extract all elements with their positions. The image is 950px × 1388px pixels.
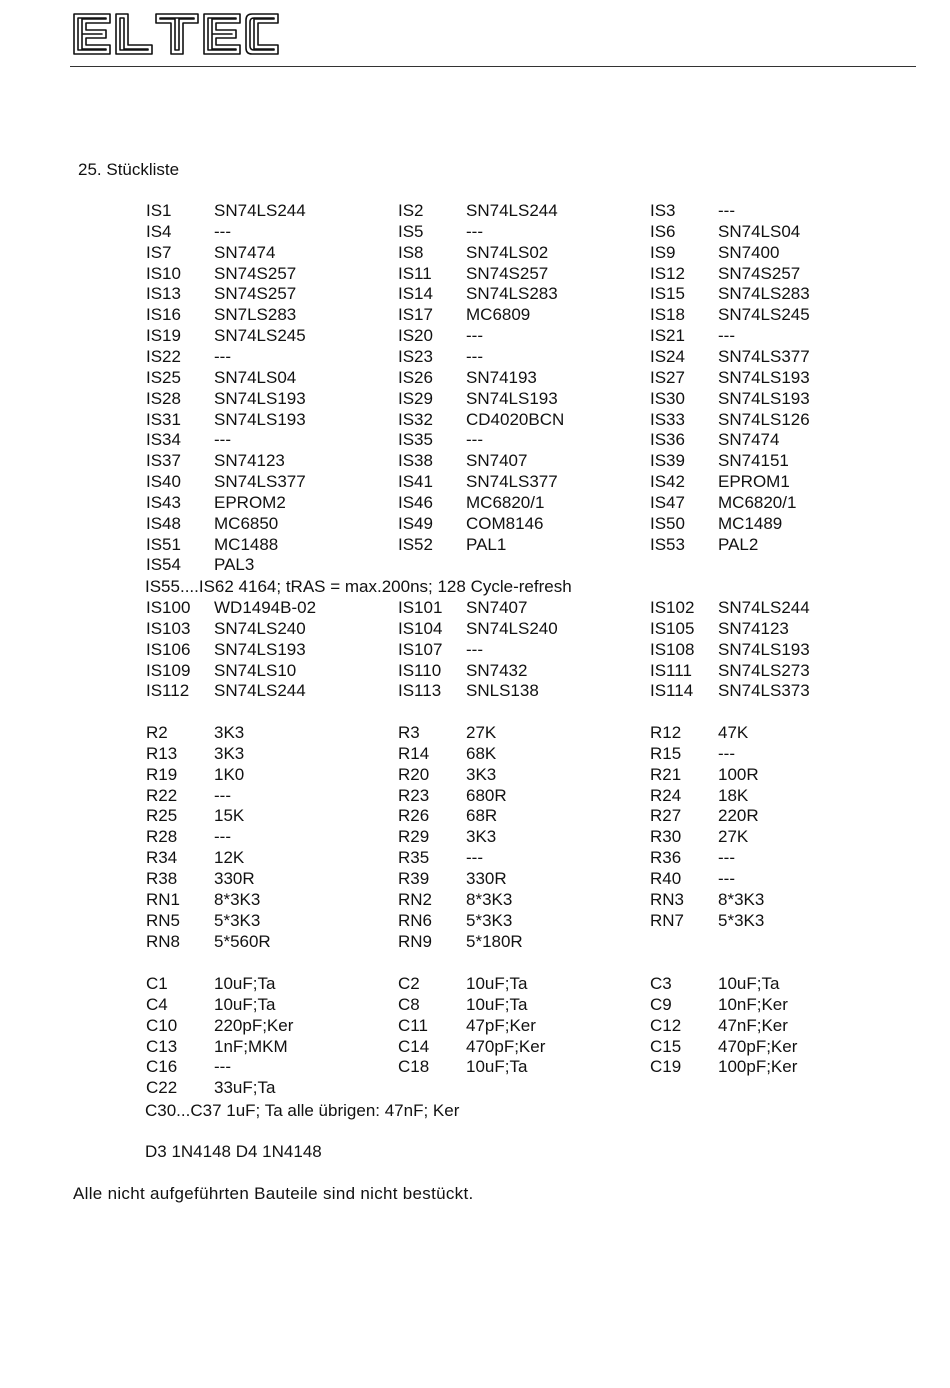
ic-value: SN7400	[718, 242, 780, 262]
ic-designator: IS32	[398, 409, 433, 429]
ic-row	[0, 283, 950, 304]
ic-row	[0, 221, 950, 242]
ic-value: SN74LS193	[718, 367, 810, 387]
ic-value: SN74LS126	[718, 409, 810, 429]
resistor-value: 680R	[466, 785, 507, 805]
resistor-value: 3K3	[466, 764, 497, 784]
ic-value: SN74LS244	[466, 201, 558, 220]
ic-value: COM8146	[466, 513, 544, 533]
diode-line: D3 1N4148 D4 1N4148	[145, 1142, 322, 1161]
ic-designator: IS114	[650, 681, 694, 701]
resistor-designator: R2	[146, 723, 168, 742]
capacitor-designator: C16	[146, 1057, 178, 1077]
ic-value: SN7LS283	[214, 305, 297, 325]
resistor-designator: R34	[146, 848, 178, 868]
ic-row	[0, 618, 950, 639]
capacitor-designator: C1	[146, 974, 168, 993]
resistor-designator: RN5	[146, 910, 181, 930]
ic-designator: IS39	[650, 451, 685, 471]
resistor-value: 330R	[466, 868, 507, 888]
resistor-value: 3K3	[214, 743, 245, 763]
ic-designator: IS17	[398, 305, 433, 325]
ic-value: CD4020BCN	[466, 409, 565, 429]
ic-row	[0, 534, 950, 555]
resistor-value: 47K	[718, 723, 749, 742]
resistor-value: ---	[718, 743, 735, 763]
ic-designator: IS102	[650, 598, 695, 617]
ic-value: ---	[466, 346, 483, 366]
ic-value: SN74LS10	[214, 660, 297, 680]
ic-designator: IS30	[650, 388, 685, 408]
ic-designator: IS33	[650, 409, 685, 429]
ic-value: ---	[466, 326, 483, 346]
ic-designator: IS23	[398, 346, 433, 366]
ic-designator: IS8	[398, 242, 424, 262]
ic-value: SN74LS377	[718, 346, 810, 366]
ic-designator: IS37	[146, 451, 181, 471]
resistor-designator: R28	[146, 827, 178, 847]
ic-designator: IS19	[146, 326, 181, 346]
capacitor-designator: C2	[398, 974, 420, 993]
resistor-value: 3K3	[466, 827, 497, 847]
resistor-designator: R22	[146, 785, 178, 805]
ic-value: SN74LS283	[718, 284, 810, 304]
resistor-designator: R15	[650, 743, 682, 763]
ic-designator: IS3	[650, 201, 676, 220]
ic-note: IS55....IS62 4164; tRAS = max.200ns; 128 Cycle-refresh	[145, 577, 572, 596]
ic-designator: IS52	[398, 534, 433, 554]
capacitor-value: 33uF;Ta	[214, 1078, 276, 1098]
resistor-designator: R27	[650, 806, 682, 826]
resistor-designator: R12	[650, 723, 682, 742]
ic-row	[0, 346, 950, 367]
resistor-designator: R36	[650, 848, 682, 868]
ic-designator: IS18	[650, 305, 685, 325]
ic-designator: IS103	[146, 618, 191, 638]
ic-designator: IS54	[146, 555, 181, 575]
ic-value: SN7474	[214, 242, 276, 262]
ic-value: SN7474	[718, 430, 780, 450]
capacitor-row	[0, 1015, 950, 1036]
capacitor-designator: C11	[398, 1015, 428, 1035]
ic-row	[0, 471, 950, 492]
resistor-designator: RN9	[398, 931, 433, 951]
ic-designator: IS38	[398, 451, 433, 471]
ic-designator: IS28	[146, 388, 181, 408]
capacitor-value: 10nF;Ker	[718, 994, 788, 1014]
capacitor-designator: C15	[650, 1036, 682, 1056]
ic-designator: IS6	[650, 221, 676, 241]
resistor-value: ---	[718, 848, 735, 868]
resistor-designator: R39	[398, 868, 430, 888]
ic-value: SN7407	[466, 598, 528, 617]
ic-value: SN7432	[466, 660, 528, 680]
ic-value: SN74LS193	[214, 409, 306, 429]
resistor-designator: RN1	[146, 889, 181, 909]
resistor-value: 330R	[214, 868, 255, 888]
capacitor-value: 10uF;Ta	[214, 974, 276, 993]
ic-designator: IS51	[146, 534, 181, 554]
ic-designator: IS108	[650, 639, 695, 659]
ic-designator: IS53	[650, 534, 685, 554]
ic-row	[0, 513, 950, 534]
resistor-row	[0, 847, 950, 868]
ic-value: SN74S257	[718, 263, 801, 283]
ic-designator: IS105	[650, 618, 695, 638]
resistor-designator: R24	[650, 785, 682, 805]
section-heading: 25. Stückliste	[78, 160, 180, 179]
ic-value: ---	[214, 221, 231, 241]
resistor-designator: R20	[398, 764, 430, 784]
ic-value: ---	[466, 639, 483, 659]
ic-designator: IS11	[398, 263, 432, 283]
ic-value: MC6820/1	[466, 492, 545, 512]
ic-value: EPROM2	[214, 492, 286, 512]
resistor-row	[0, 764, 950, 785]
ic-value: SN74123	[718, 618, 789, 638]
resistor-designator: R3	[398, 723, 420, 742]
capacitor-value: 10uF;Ta	[466, 1057, 528, 1077]
resistor-value: 18K	[718, 785, 749, 805]
ic-row	[0, 263, 950, 284]
resistor-value: 5*3K3	[214, 910, 261, 930]
resistor-row	[0, 931, 950, 952]
resistor-value: ---	[466, 848, 483, 868]
resistor-row	[0, 722, 950, 743]
ic-designator: IS111	[650, 660, 692, 680]
resistor-value: 5*180R	[466, 931, 523, 951]
ic-row	[0, 597, 950, 618]
ic-designator: IS100	[146, 598, 191, 617]
resistor-value: 27K	[466, 723, 497, 742]
ic-row	[0, 367, 950, 388]
ic-value: ---	[214, 430, 231, 450]
resistor-value: ---	[214, 785, 231, 805]
capacitor-designator: C9	[650, 994, 672, 1014]
resistor-value: 3K3	[214, 723, 245, 742]
resistor-designator: R30	[650, 827, 682, 847]
resistor-designator: R25	[146, 806, 178, 826]
ic-value: SN74LS273	[718, 660, 810, 680]
ic-value: SN74LS04	[214, 367, 297, 387]
ic-value: MC1488	[214, 534, 279, 554]
ic-value: SN74LS193	[718, 388, 810, 408]
ic-row	[0, 409, 950, 430]
capacitor-value: 1nF;MKM	[214, 1036, 288, 1056]
ic-designator: IS47	[650, 492, 685, 512]
ic-designator: IS9	[650, 242, 676, 262]
resistor-row	[0, 910, 950, 931]
capacitor-designator: C13	[146, 1036, 178, 1056]
capacitor-value: 10uF;Ta	[214, 994, 276, 1014]
capacitor-value: 10uF;Ta	[466, 974, 528, 993]
ic-designator: IS35	[398, 430, 433, 450]
ic-value: PAL2	[718, 534, 759, 554]
capacitor-value: 10uF;Ta	[466, 994, 528, 1014]
ic-value: ---	[718, 326, 735, 346]
ic-designator: IS29	[398, 388, 433, 408]
ic-value: SN74LS240	[214, 618, 306, 638]
ic-value: SN74LS193	[214, 639, 306, 659]
capacitor-designator: C12	[650, 1015, 682, 1035]
ic-value: MC6850	[214, 513, 279, 533]
ic-row	[0, 429, 950, 450]
resistor-designator: RN6	[398, 910, 433, 930]
capacitor-designator: C8	[398, 994, 420, 1014]
ic-value: SN74151	[718, 451, 789, 471]
ic-value: PAL1	[466, 534, 507, 554]
ic-value: SN74LS245	[718, 305, 810, 325]
ic-designator: IS10	[146, 263, 181, 283]
ic-value: SN7407	[466, 451, 528, 471]
capacitor-row	[0, 994, 950, 1015]
ic-designator: IS31	[146, 409, 181, 429]
resistor-value: 100R	[718, 764, 759, 784]
ic-designator: IS24	[650, 346, 685, 366]
ic-row	[0, 639, 950, 660]
ic-designator: IS48	[146, 513, 181, 533]
ic-value: SN74LS245	[214, 326, 306, 346]
resistor-row	[0, 743, 950, 764]
ic-value: SNLS138	[466, 681, 539, 701]
ic-designator: IS7	[146, 242, 172, 262]
ic-designator: IS50	[650, 513, 685, 533]
ic-row	[0, 450, 950, 471]
resistor-designator: R38	[146, 868, 178, 888]
ic-designator: IS106	[146, 639, 191, 659]
resistor-designator: RN2	[398, 889, 433, 909]
ic-row	[0, 492, 950, 513]
capacitor-designator: C19	[650, 1057, 682, 1077]
ic-designator: IS14	[398, 284, 433, 304]
capacitor-row	[0, 1036, 950, 1057]
resistor-designator: R40	[650, 868, 682, 888]
ic-designator: IS104	[398, 618, 443, 638]
ic-value: WD1494B-02	[214, 598, 317, 617]
ic-value: SN74LS193	[718, 639, 810, 659]
capacitor-value: ---	[214, 1057, 231, 1077]
ic-value: SN74LS373	[718, 681, 810, 701]
resistor-designator: R29	[398, 827, 430, 847]
ic-designator: IS109	[146, 660, 191, 680]
ic-designator: IS46	[398, 492, 433, 512]
resistor-value: 8*3K3	[718, 889, 765, 909]
ic-value: SN74S257	[214, 263, 297, 283]
ic-designator: IS36	[650, 430, 685, 450]
resistor-value: 27K	[718, 827, 749, 847]
resistor-row	[0, 889, 950, 910]
resistor-value: 68R	[466, 806, 498, 826]
ic-value: MC6809	[466, 305, 531, 325]
resistor-designator: R19	[146, 764, 178, 784]
ic-designator: IS26	[398, 367, 433, 387]
ic-value: SN74LS244	[718, 598, 810, 617]
capacitor-designator: C10	[146, 1015, 178, 1035]
ic-designator: IS107	[398, 639, 443, 659]
resistor-value: 15K	[214, 806, 245, 826]
ic-designator: IS110	[398, 660, 442, 680]
capacitor-designator: C18	[398, 1057, 430, 1077]
ic-designator: IS15	[650, 284, 685, 304]
capacitor-value: 220pF;Ker	[214, 1015, 294, 1035]
resistor-value: 5*3K3	[718, 910, 765, 930]
ic-row	[0, 242, 950, 263]
ic-value: SN74193	[466, 367, 537, 387]
capacitor-row	[0, 1056, 950, 1077]
capacitor-designator: C3	[650, 974, 672, 993]
ic-value: MC6820/1	[718, 492, 797, 512]
resistor-value: 1K0	[214, 764, 245, 784]
resistor-designator: R21	[650, 764, 682, 784]
resistor-value: 220R	[718, 806, 759, 826]
capacitor-row	[0, 1077, 950, 1098]
resistor-designator: R13	[146, 743, 178, 763]
ic-value: ---	[466, 430, 483, 450]
resistor-row	[0, 785, 950, 806]
capacitor-value: 47pF;Ker	[466, 1015, 536, 1035]
ic-row	[0, 554, 950, 575]
ic-value: ---	[718, 201, 735, 220]
resistor-value: ---	[718, 868, 735, 888]
ic-row	[0, 304, 950, 325]
resistor-designator: R26	[398, 806, 430, 826]
resistor-value: 5*3K3	[466, 910, 513, 930]
capacitor-value: 470pF;Ker	[718, 1036, 798, 1056]
ic-row	[0, 325, 950, 346]
ic-designator: IS112	[146, 681, 190, 701]
capacitor-value: 10uF;Ta	[718, 974, 780, 993]
resistor-value: 8*3K3	[466, 889, 513, 909]
ic-row	[0, 660, 950, 681]
resistor-row	[0, 805, 950, 826]
resistor-designator: R23	[398, 785, 430, 805]
ic-value: SN74LS244	[214, 201, 306, 220]
ic-designator: IS41	[398, 472, 433, 492]
ic-row	[0, 680, 950, 701]
ic-value: SN74LS193	[466, 388, 558, 408]
ic-value: SN74LS240	[466, 618, 558, 638]
capacitor-value: 47nF;Ker	[718, 1015, 788, 1035]
capacitor-note: C30...C37 1uF; Ta alle übrigen: 47nF; Ker	[145, 1101, 460, 1120]
resistor-designator: R14	[398, 743, 430, 763]
ic-value: ---	[214, 346, 231, 366]
eltec-logo	[70, 8, 282, 60]
resistor-designator: RN3	[650, 889, 685, 909]
ic-value: SN74LS04	[718, 221, 801, 241]
capacitor-row	[0, 973, 950, 994]
resistor-value: 12K	[214, 848, 245, 868]
ic-designator: IS13	[146, 284, 181, 304]
ic-row	[0, 388, 950, 409]
ic-value: SN74LS377	[214, 472, 306, 492]
resistor-value: 68K	[466, 743, 497, 763]
ic-designator: IS4	[146, 221, 172, 241]
ic-designator: IS21	[650, 326, 685, 346]
capacitor-designator: C4	[146, 994, 168, 1014]
ic-row	[0, 200, 950, 221]
ic-designator: IS12	[650, 263, 685, 283]
ic-designator: IS5	[398, 221, 424, 241]
capacitor-value: 100pF;Ker	[718, 1057, 798, 1077]
ic-value: SN74123	[214, 451, 285, 471]
resistor-value: 5*560R	[214, 931, 271, 951]
ic-value: SN74LS02	[466, 242, 549, 262]
ic-value: SN74LS244	[214, 681, 306, 701]
ic-value: EPROM1	[718, 472, 790, 492]
ic-value: SN74S257	[214, 284, 297, 304]
ic-designator: IS43	[146, 492, 181, 512]
ic-designator: IS49	[398, 513, 433, 533]
ic-designator: IS27	[650, 367, 685, 387]
ic-designator: IS16	[146, 305, 181, 325]
resistor-value: ---	[214, 827, 231, 847]
ic-designator: IS40	[146, 472, 181, 492]
footer-note: Alle nicht aufgeführten Bauteile sind nicht bestückt.	[73, 1184, 474, 1203]
ic-value: SN74LS193	[214, 388, 306, 408]
ic-designator: IS22	[146, 346, 181, 366]
resistor-row	[0, 868, 950, 889]
ic-value: SN74S257	[466, 263, 549, 283]
capacitor-designator: C22	[146, 1078, 178, 1098]
ic-value: PAL3	[214, 555, 255, 575]
header-rule	[70, 66, 916, 67]
resistor-designator: R35	[398, 848, 430, 868]
ic-value: SN74LS283	[466, 284, 558, 304]
ic-value: MC1489	[718, 513, 783, 533]
ic-designator: IS20	[398, 326, 433, 346]
ic-value: ---	[466, 221, 483, 241]
resistor-row	[0, 826, 950, 847]
ic-value: SN74LS377	[466, 472, 558, 492]
resistor-value: 8*3K3	[214, 889, 261, 909]
ic-designator: IS34	[146, 430, 181, 450]
ic-designator: IS101	[398, 598, 443, 617]
ic-designator: IS1	[146, 201, 172, 220]
capacitor-value: 470pF;Ker	[466, 1036, 546, 1056]
ic-designator: IS2	[398, 201, 424, 220]
ic-designator: IS42	[650, 472, 685, 492]
resistor-designator: RN7	[650, 910, 685, 930]
resistor-designator: RN8	[146, 931, 181, 951]
ic-designator: IS113	[398, 681, 442, 701]
ic-designator: IS25	[146, 367, 181, 387]
capacitor-designator: C14	[398, 1036, 430, 1056]
